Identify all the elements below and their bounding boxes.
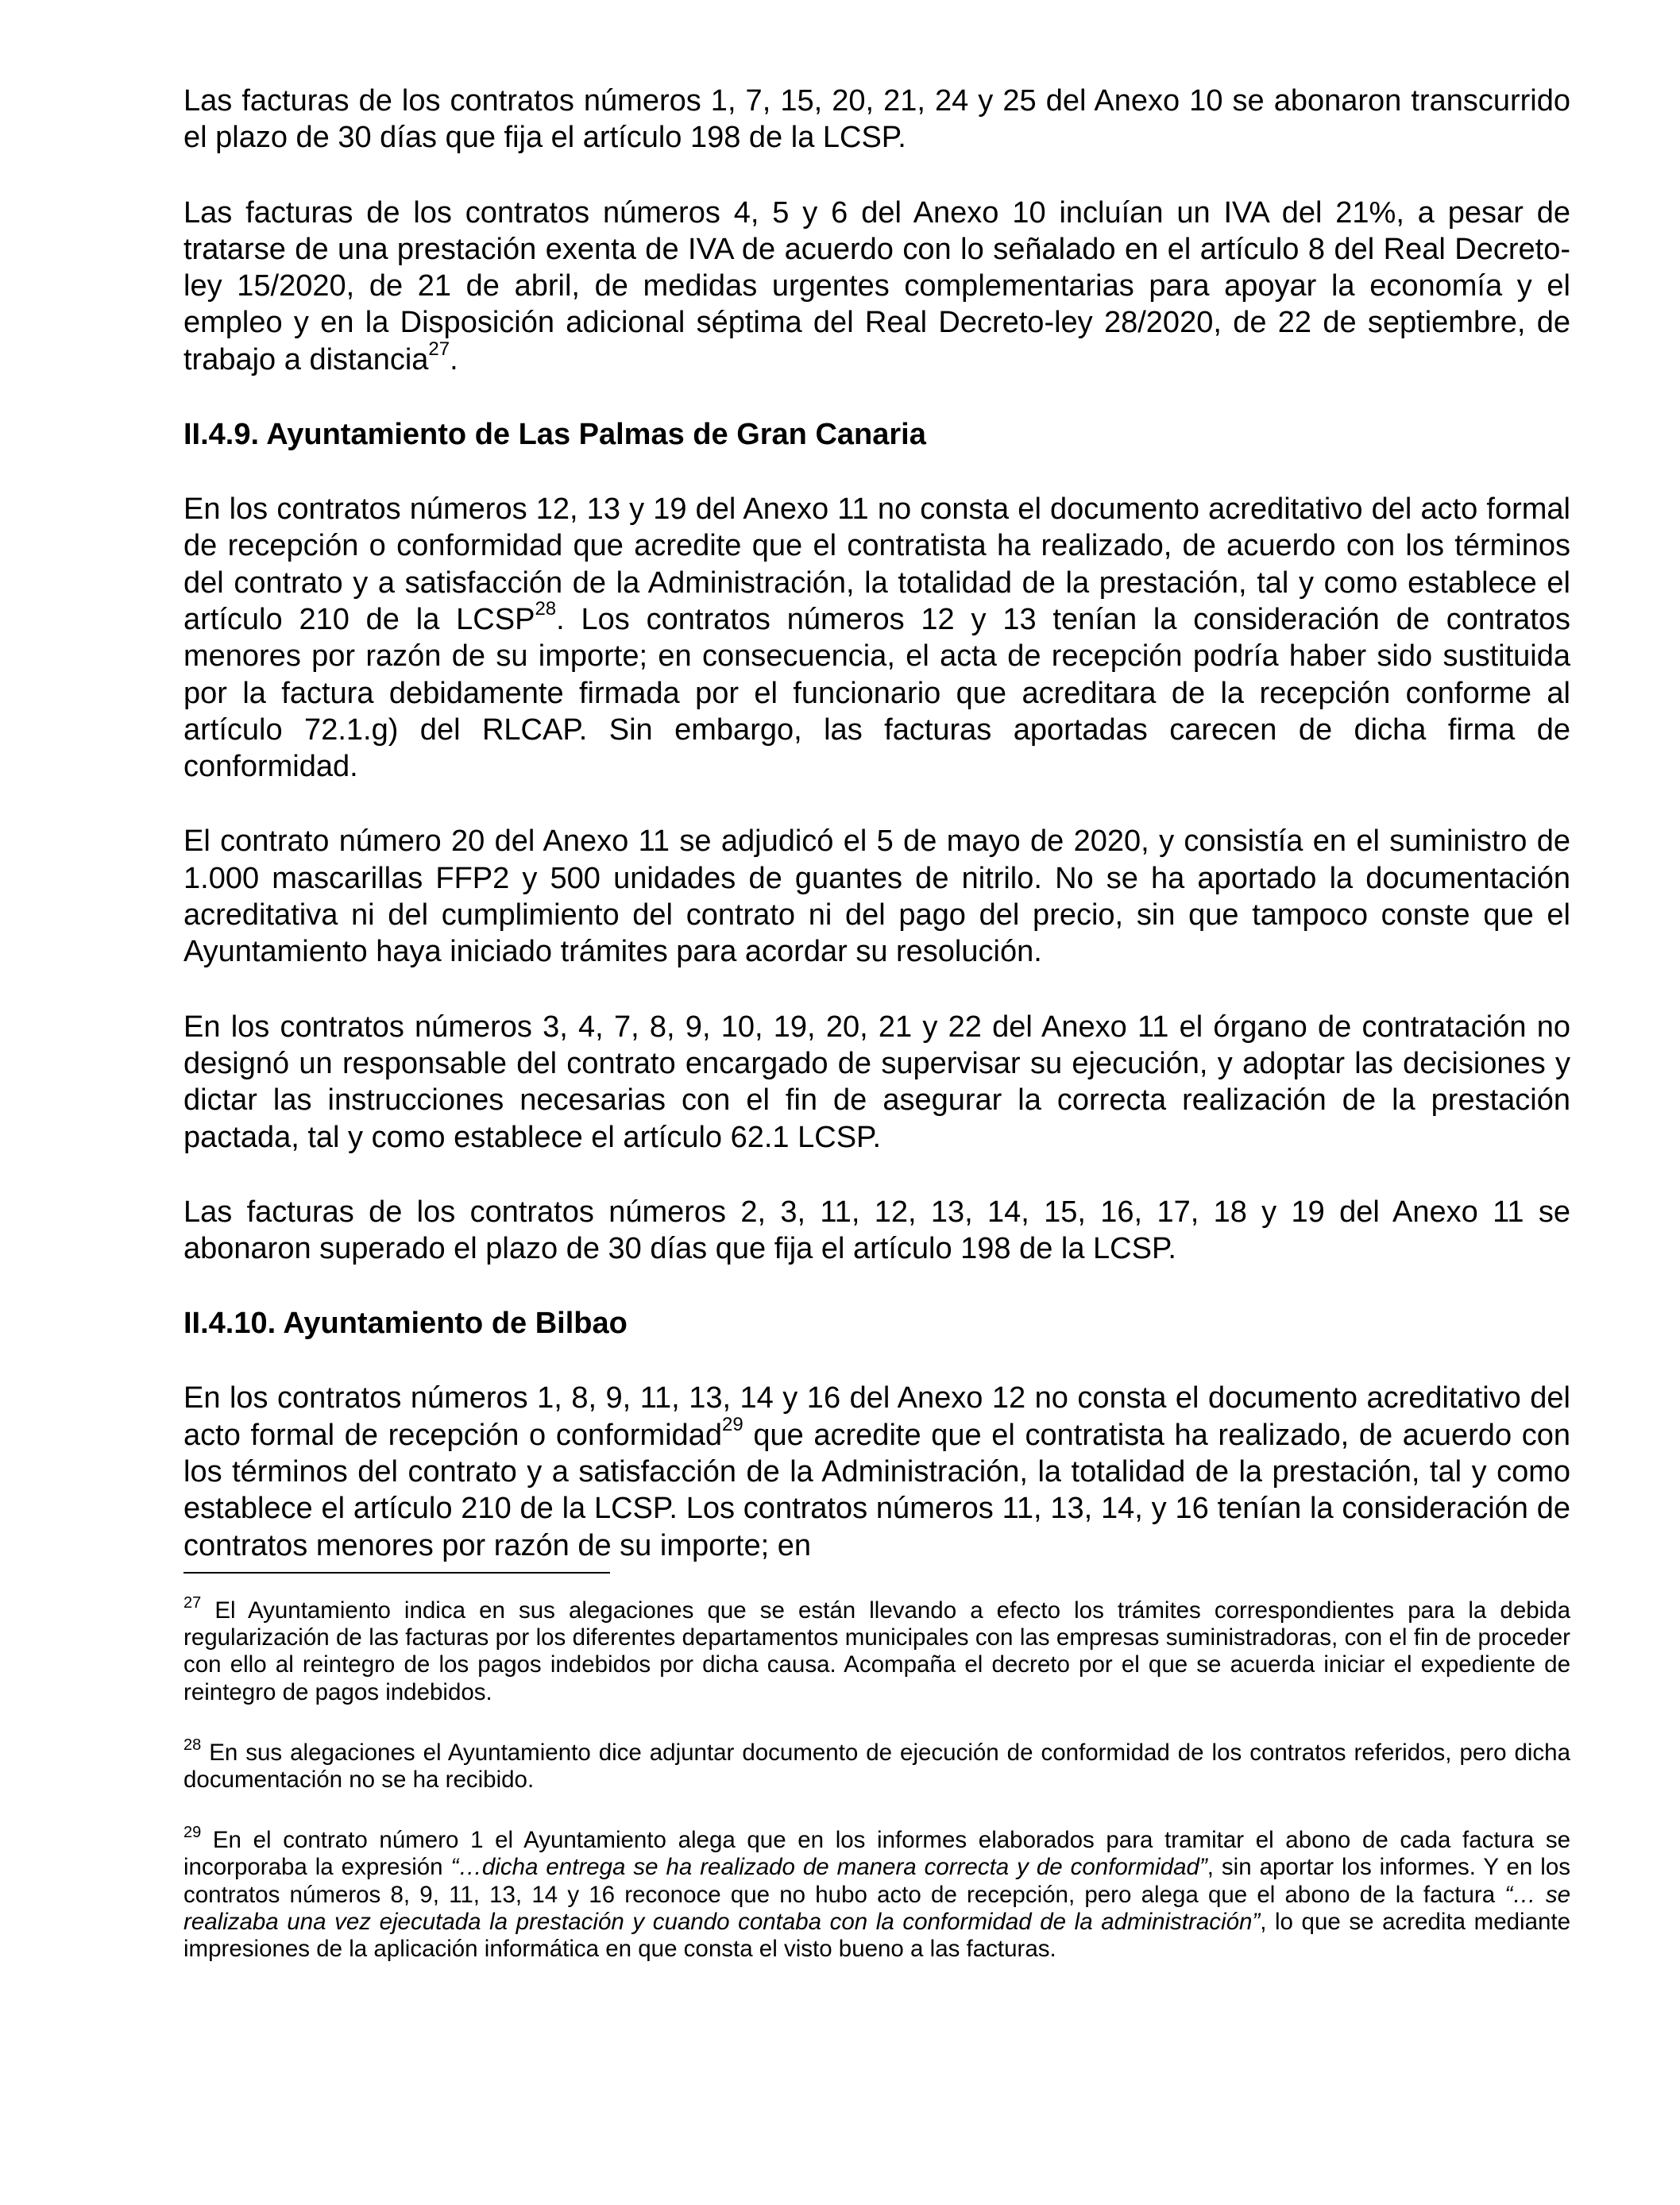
document-page: [183, 83, 1570, 1996]
footnote-number: 28: [183, 1736, 202, 1754]
paragraph-facturas-anexo-11: [183, 1194, 1570, 1268]
footnote-28: [183, 1736, 1570, 1794]
footnote-27: [183, 1594, 1570, 1706]
footnote-ref-27[interactable]: 27: [428, 338, 450, 361]
paragraph-text-continued: que acredite que el contratista ha realizado, de acuerdo con los términos del contrato y a satisfacción de la Administración, la totalidad de la prestación, tal y como establece el artículo 210 de la LCSP. Los contratos números 11, 13, 14, y 16 tenían la consideración de contratos menores por razón de su importe; en: [183, 1418, 1571, 1562]
footnote-number: 29: [183, 1824, 202, 1842]
paragraph-text: Las facturas de los contratos números 1, 7, 15, 20, 21, 24 y 25 del Anexo 10 se abonaron transcurrido el plazo de 30 días que fija el artículo 198 de la LCSP.: [183, 84, 1570, 155]
footnote-text-continued: , sin aportar los informes. Y en los contratos números 8, 9, 11, 13, 14 y 16 reconoce que no hubo acto de recepción, pero alega que el abono de la factura: [183, 1854, 1570, 1908]
footnote-ref-29[interactable]: 29: [721, 1414, 743, 1436]
footnote-quote: “…dicha entrega se ha realizado de manera correcta y de conformidad”: [450, 1854, 1207, 1881]
paragraph-text: Las facturas de los contratos números 2, 3, 11, 12, 13, 14, 15, 16, 17, 18 y 19 del Anexo 11 se abonaron superado el plazo de 30 días que fija el artículo 198 de la LCSP.: [183, 1195, 1570, 1266]
paragraph-recepcion-anexo-11: [183, 491, 1570, 785]
paragraph-text: El contrato número 20 del Anexo 11 se adjudicó el 5 de mayo de 2020, y consistía en el suministro de 1.000 mascarillas FFP2 y 500 unidades de guantes de nitrilo. No se ha aportado la documentación acreditativa ni del cumplimiento del contrato ni del pago del precio, sin que tampoco conste que el Ayuntamiento haya iniciado trámites para acordar su resolución.: [183, 824, 1570, 969]
section-heading-las-palmas: II.4.9. Ayuntamiento de Las Palmas de Gran Canaria: [183, 418, 926, 452]
section-heading-bilbao: II.4.10. Ayuntamiento de Bilbao: [183, 1307, 628, 1341]
paragraph-contrato-20: [183, 823, 1570, 970]
footnote-text: El Ayuntamiento indica en sus alegaciones que se están llevando a efecto los trámites correspondientes para la debida regularización de las facturas por los diferentes departamentos municipales con las empresas suministradoras, con el fin de proceder con ello al reintegro de los pagos indebidos por dicha causa. Acompaña el decreto por el que se acuerda iniciar el expediente de reintegro de pagos indebidos.: [183, 1597, 1570, 1705]
footnote-number: 27: [183, 1594, 202, 1612]
footnote-quote: “… se realizaba una vez ejecutada la prestación y cuando contaba con la conformidad de la administración”: [183, 1881, 1570, 1935]
footnote-text-end: , lo que se acredita mediante impresiones de la aplicación informática en que consta el visto bueno a las facturas.: [183, 1908, 1570, 1962]
paragraph-iva-anexo-10: [183, 195, 1570, 378]
paragraph-tail: .: [450, 342, 458, 377]
footnote-separator: [183, 1572, 610, 1574]
footnote-29: [183, 1824, 1570, 1963]
paragraph-text: En los contratos números 1, 8, 9, 11, 13, 14 y 16 del Anexo 12 no consta el documento acreditativo del acto formal de recepción o conformidad: [183, 1381, 1570, 1452]
paragraph-facturas-anexo-10: [183, 83, 1570, 156]
paragraph-recepcion-anexo-12: [183, 1380, 1570, 1563]
paragraph-text: En los contratos números 12, 13 y 19 del Anexo 11 no consta el documento acreditativo del acto formal de recepción o conformidad que acredite que el contratista ha realizado, de acuerdo con los términos del contrato y a satisfacción de la Administración, la totalidad de la prestación, tal y como establece el artículo 210 de la LCSP: [183, 492, 1570, 636]
footnote-ref-28[interactable]: 28: [535, 598, 557, 620]
paragraph-text: Las facturas de los contratos números 4, 5 y 6 del Anexo 10 incluían un IVA del 21%, a pesar de tratarse de una prestación exenta de IVA de acuerdo con lo señalado en el artículo 8 del Real Decreto-ley 15/2020, de 21 de abril, de medidas urgentes complementarias para apoyar la economía y el empleo y en la Disposición adicional séptima del Real Decreto-ley 28/2020, de 22 de septiembre, de trabajo a distancia: [183, 195, 1570, 377]
paragraph-text-continued: . Los contratos números 12 y 13 tenían la consideración de contratos menores por razón de su importe; en consecuencia, el acta de recepción podría haber sido sustituida por la factura debidamente firmada por el funcionario que acreditara de la recepción conforme al artículo 72.1.g) del RLCAP. Sin embargo, las facturas aportadas carecen de dicha firma de conformidad.: [183, 602, 1571, 784]
paragraph-text: En los contratos números 3, 4, 7, 8, 9, 10, 19, 20, 21 y 22 del Anexo 11 el órgano de contratación no designó un responsable del contrato encargado de supervisar su ejecución, y adoptar las decisiones y dictar las instrucciones necesarias con el fin de asegurar la correcta realización de la prestación pactada, tal y como establece el artículo 62.1 LCSP.: [183, 1010, 1570, 1154]
footnote-text: En el contrato número 1 el Ayuntamiento alega que en los informes elaborados para tramitar el abono de cada factura se incorporaba la expresión: [183, 1827, 1570, 1881]
paragraph-responsable-contrato: [183, 1009, 1570, 1156]
footnote-text: En sus alegaciones el Ayuntamiento dice adjuntar documento de ejecución de conformidad de los contratos referidos, pero dicha documentación no se ha recibido.: [183, 1739, 1570, 1793]
